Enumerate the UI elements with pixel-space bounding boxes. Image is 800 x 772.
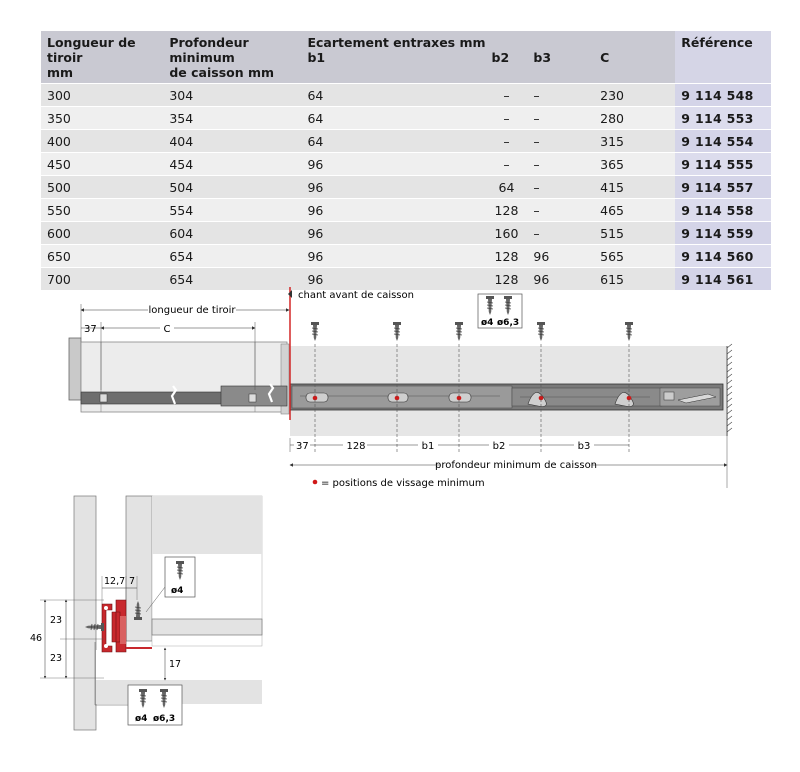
cell-reference: 9 114 559 (675, 222, 771, 245)
dim-46: 46 (30, 633, 43, 644)
drawer-bottom-panel (152, 619, 262, 635)
cell-b3: – (527, 84, 594, 107)
cell-b2: 128 (486, 199, 528, 222)
dim-c: C (163, 324, 171, 335)
section-view-drawing (0, 492, 270, 732)
cell-b3: 96 (527, 268, 594, 291)
cell-min-depth: 654 (163, 268, 301, 291)
cell-b3: – (527, 222, 594, 245)
cell-b2: – (486, 84, 528, 107)
cell-b1: 96 (301, 176, 485, 199)
cell-b2: – (486, 130, 528, 153)
dim-b1: b1 (421, 441, 435, 452)
table-row (41, 130, 771, 153)
spec-table (41, 31, 771, 290)
header-spacing-group: Ecartement entraxes mm (307, 35, 486, 50)
cell-drawer-length: 450 (41, 153, 163, 176)
cell-drawer-length: 700 (41, 268, 163, 291)
cell-b3: – (527, 199, 594, 222)
header-reference (675, 31, 771, 84)
table-row (41, 84, 771, 107)
cell-min-depth: 604 (163, 222, 301, 245)
side-view-drawing (0, 282, 800, 492)
header-drawer-length (41, 31, 163, 84)
cell-c: 565 (594, 245, 675, 268)
cell-b2: 160 (486, 222, 528, 245)
drawer-length-label: longueur de tiroir (148, 305, 236, 316)
table-body (41, 84, 771, 291)
cell-c: 315 (594, 130, 675, 153)
header-spacing-b2 (486, 31, 528, 84)
legend-text: = positions de vissage minimum (321, 478, 485, 489)
screw-icon (311, 322, 319, 341)
cell-b1: 96 (301, 222, 485, 245)
dim-37-bottom: 37 (296, 441, 309, 452)
fixing-slot-right (249, 394, 256, 402)
dim-17: 17 (169, 659, 182, 670)
dim-23-top: 23 (50, 615, 63, 626)
dim-12-7: 12,7 (104, 576, 126, 587)
cell-b1: 96 (301, 199, 485, 222)
screw-icon (625, 322, 633, 341)
header-spacing-c (594, 31, 675, 84)
cell-b2: 128 (486, 245, 528, 268)
cell-drawer-length: 650 (41, 245, 163, 268)
header-min-depth-line2: de caisson mm (169, 65, 275, 80)
dim-37-left: 37 (84, 324, 97, 335)
cell-min-depth: 404 (163, 130, 301, 153)
screw-top-label: ø4 (171, 586, 184, 596)
cell-reference: 9 114 555 (675, 153, 771, 176)
cell-b2: 64 (486, 176, 528, 199)
cell-reference: 9 114 548 (675, 84, 771, 107)
cell-b1: 96 (301, 245, 485, 268)
min-depth-label: profondeur minimum de caisson (434, 460, 598, 471)
cell-c: 365 (594, 153, 675, 176)
cell-c: 230 (594, 84, 675, 107)
screw-icon (455, 322, 463, 341)
screw-bottom-b: ø6,3 (153, 714, 176, 724)
cell-drawer-length: 500 (41, 176, 163, 199)
header-min-depth-line1: Profondeur minimum (169, 35, 249, 65)
cell-c: 280 (594, 107, 675, 130)
cell-b1: 96 (301, 268, 485, 291)
dim-128: 128 (346, 441, 366, 452)
cell-c: 465 (594, 199, 675, 222)
cell-b1: 64 (301, 107, 485, 130)
screw-bottom-a: ø4 (135, 714, 148, 724)
cabinet-wall (74, 496, 96, 730)
cell-c: 415 (594, 176, 675, 199)
header-b3: b3 (533, 50, 552, 65)
screw-icon (393, 322, 401, 341)
cell-b1: 96 (301, 153, 485, 176)
header-drawer-length-line2: mm (47, 65, 74, 80)
cell-c: 515 (594, 222, 675, 245)
screw-size-a: ø4 (481, 318, 494, 328)
cell-b3: – (527, 130, 594, 153)
cell-b3: 96 (527, 245, 594, 268)
cell-reference: 9 114 557 (675, 176, 771, 199)
cell-b1: 64 (301, 84, 485, 107)
cell-b2: 128 (486, 268, 528, 291)
cell-drawer-length: 350 (41, 107, 163, 130)
cell-reference: 9 114 554 (675, 130, 771, 153)
cell-b3: – (527, 153, 594, 176)
header-b2: b2 (491, 50, 510, 65)
table-row (41, 153, 771, 176)
dim-b3: b3 (577, 441, 591, 452)
cell-min-depth: 554 (163, 199, 301, 222)
cell-drawer-length: 550 (41, 199, 163, 222)
dim-b2: b2 (492, 441, 506, 452)
table-row (41, 107, 771, 130)
cell-min-depth: 354 (163, 107, 301, 130)
cell-reference: 9 114 561 (675, 268, 771, 291)
table-row (41, 199, 771, 222)
cell-drawer-length: 400 (41, 130, 163, 153)
cell-drawer-length: 600 (41, 222, 163, 245)
fixing-slot-left (100, 394, 107, 402)
cell-b2: – (486, 107, 528, 130)
table-row (41, 245, 771, 268)
header-drawer-length-line1: Longueur de tiroir (47, 35, 136, 65)
cell-min-depth: 654 (163, 245, 301, 268)
header-reference-label: Référence (681, 35, 753, 50)
dim-7: 7 (129, 576, 136, 587)
cell-reference: 9 114 553 (675, 107, 771, 130)
cell-min-depth: 504 (163, 176, 301, 199)
cell-c: 615 (594, 268, 675, 291)
header-min-depth (163, 31, 301, 84)
header-spacing-b3 (527, 31, 594, 84)
cell-min-depth: 454 (163, 153, 301, 176)
table-row (41, 176, 771, 199)
table-header-row (41, 31, 771, 84)
cell-b2: – (486, 153, 528, 176)
cell-reference: 9 114 558 (675, 199, 771, 222)
dim-23-bottom: 23 (50, 653, 63, 664)
screw-icon (537, 322, 545, 341)
cell-b3: – (527, 107, 594, 130)
header-b1: b1 (307, 50, 326, 65)
cell-reference: 9 114 560 (675, 245, 771, 268)
screw-size-b: ø6,3 (497, 318, 520, 328)
table-row (41, 222, 771, 245)
cell-b1: 64 (301, 130, 485, 153)
front-edge-label: chant avant de caisson (298, 290, 414, 301)
legend-red-dot (313, 480, 318, 485)
header-spacing-b1 (301, 31, 485, 84)
cell-b3: – (527, 176, 594, 199)
cell-min-depth: 304 (163, 84, 301, 107)
drawer-front-panel (69, 338, 81, 400)
cell-drawer-length: 300 (41, 84, 163, 107)
header-c: C (600, 50, 610, 65)
